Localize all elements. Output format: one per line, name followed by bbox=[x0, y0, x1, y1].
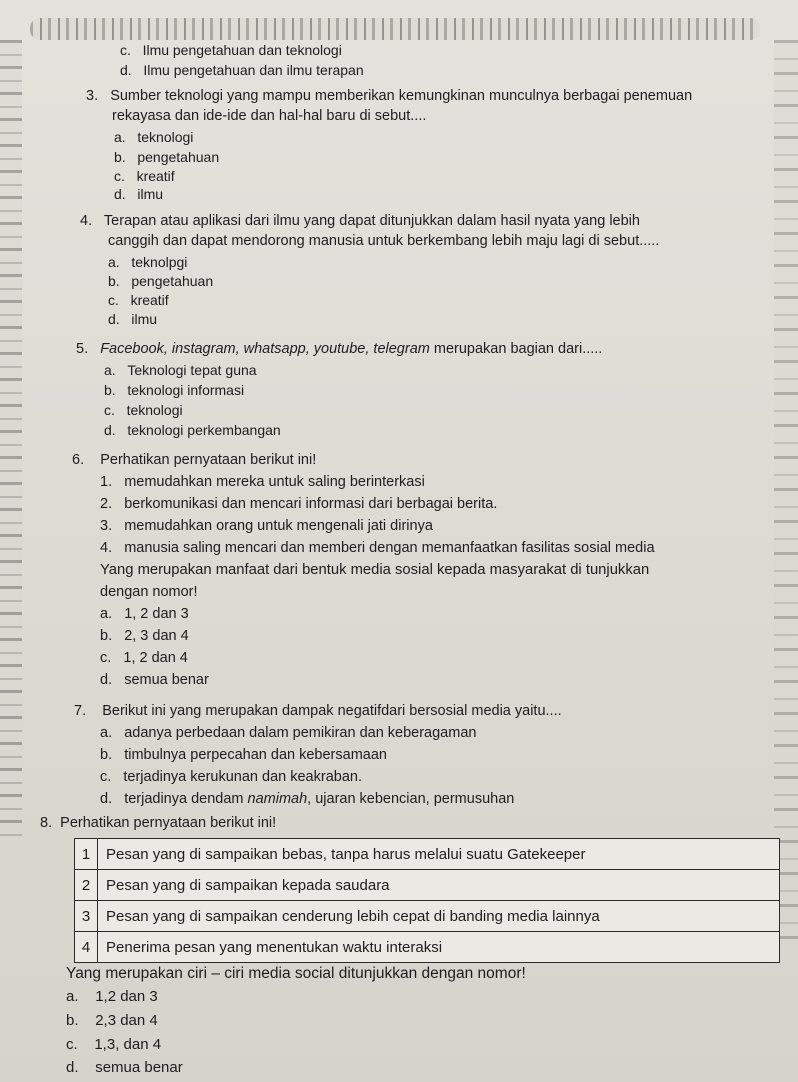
option-text: Ilmu pengetahuan dan ilmu terapan bbox=[143, 62, 364, 78]
option-q6-c bbox=[100, 650, 188, 666]
option-q8-b bbox=[66, 1012, 158, 1029]
option-letter: b. bbox=[100, 628, 113, 644]
table-row bbox=[75, 870, 780, 901]
option-q7-a bbox=[100, 725, 476, 741]
question-6-ask: Yang merupakan manfaat dari bentuk media sosial kepada masyarakat di tunjukkan bbox=[100, 562, 650, 578]
table-cell-number: 2 bbox=[75, 870, 98, 901]
option-letter: d. bbox=[108, 311, 120, 327]
question-text: Sumber teknologi yang mampu memberikan kemungkinan munculnya berbagai penemuan bbox=[110, 88, 693, 104]
option-text: ilmu bbox=[131, 311, 158, 327]
statement-text: memudahkan orang untuk mengenali jati dirinya bbox=[124, 518, 433, 534]
option-text: 1,2 dan 3 bbox=[95, 988, 158, 1005]
option-q7-d bbox=[100, 791, 514, 807]
option-text: 1, 2 dan 4 bbox=[123, 650, 188, 666]
question-8 bbox=[40, 815, 276, 831]
option-text: teknologi perkembangan bbox=[127, 422, 281, 438]
option-q3-a bbox=[114, 129, 193, 145]
option-text: teknologi informasi bbox=[127, 382, 245, 398]
option-q4-b bbox=[108, 273, 213, 289]
option-q6-d bbox=[100, 672, 209, 688]
statement-number: 4. bbox=[100, 540, 113, 556]
statement-text: berkomunikasi dan mencari informasi dari berbagai berita. bbox=[124, 496, 498, 512]
option-text: Teknologi tepat guna bbox=[127, 362, 257, 378]
question-text: Terapan atau aplikasi dari ilmu yang dapat ditunjukkan dalam hasil nyata yang lebih bbox=[103, 213, 640, 229]
option-q2-c bbox=[120, 42, 342, 58]
option-text: semua benar bbox=[124, 672, 209, 688]
option-q6-b bbox=[100, 628, 189, 644]
option-letter: c. bbox=[104, 402, 115, 418]
question-text-italic: Facebook, instagram, whatsapp, youtube, telegram bbox=[100, 341, 430, 357]
option-letter: a. bbox=[100, 725, 113, 741]
table-cell-text: Pesan yang di sampaikan bebas, tanpa harus melalui suatu Gatekeeper bbox=[98, 839, 780, 870]
option-text: semua benar bbox=[95, 1059, 183, 1076]
option-letter: a. bbox=[100, 606, 113, 622]
option-q8-c bbox=[66, 1036, 161, 1053]
question-6-ask-cont: dengan nomor! bbox=[100, 584, 198, 600]
option-letter: b. bbox=[104, 382, 116, 398]
option-q8-d bbox=[66, 1059, 183, 1076]
option-q5-d bbox=[104, 422, 281, 438]
table-row bbox=[75, 932, 780, 963]
statement-3 bbox=[100, 518, 433, 534]
question-8-ask: Yang merupakan ciri – ciri media social ditunjukkan dengan nomor! bbox=[66, 965, 526, 982]
question-6 bbox=[72, 452, 316, 468]
option-text: teknolpgi bbox=[131, 254, 188, 270]
option-text: 2, 3 dan 4 bbox=[124, 628, 189, 644]
question-number: 5. bbox=[76, 341, 89, 357]
option-letter: d. bbox=[100, 672, 113, 688]
option-q4-a bbox=[108, 254, 187, 270]
option-letter: c. bbox=[108, 292, 119, 308]
option-text-italic: namimah bbox=[247, 791, 308, 807]
question-number: 7. bbox=[74, 703, 87, 719]
option-letter: d. bbox=[104, 422, 116, 438]
table-cell-number: 1 bbox=[75, 839, 98, 870]
option-text: kreatif bbox=[136, 168, 175, 184]
statement-number: 3. bbox=[100, 518, 113, 534]
question-3-cont: rekayasa dan ide-ide dan hal-hal baru di sebut.... bbox=[112, 108, 427, 124]
option-q4-c bbox=[108, 292, 169, 308]
question-3 bbox=[86, 88, 692, 104]
table-cell-number: 3 bbox=[75, 901, 98, 932]
option-letter: c. bbox=[100, 769, 112, 785]
table-row bbox=[75, 839, 780, 870]
option-q3-b bbox=[114, 149, 219, 165]
question-number: 8. bbox=[40, 815, 53, 831]
option-q8-a bbox=[66, 988, 158, 1005]
table-row bbox=[75, 901, 780, 932]
statement-text: manusia saling mencari dan memberi dengan memanfaatkan fasilitas sosial media bbox=[124, 540, 655, 556]
option-text: pengetahuan bbox=[131, 273, 214, 289]
statements-table bbox=[74, 838, 780, 963]
option-q2-d bbox=[120, 62, 364, 78]
option-text: 2,3 dan 4 bbox=[95, 1012, 158, 1029]
option-text: 1,3, dan 4 bbox=[94, 1036, 162, 1053]
option-text: terjadinya dendam bbox=[124, 791, 248, 807]
question-text: Berikut ini yang merupakan dampak negatifdari bersosial media yaitu.... bbox=[102, 703, 562, 719]
option-letter: c. bbox=[120, 42, 131, 58]
option-letter: c. bbox=[100, 650, 112, 666]
option-letter: c. bbox=[66, 1036, 78, 1053]
option-q5-a bbox=[104, 362, 257, 378]
option-text: pengetahuan bbox=[137, 149, 220, 165]
option-q3-c bbox=[114, 168, 175, 184]
option-q5-b bbox=[104, 382, 244, 398]
question-text: Perhatikan pernyataan berikut ini! bbox=[60, 815, 277, 831]
option-text: Ilmu pengetahuan dan teknologi bbox=[142, 42, 342, 58]
question-text: merupakan bagian dari..... bbox=[429, 341, 603, 357]
statement-1 bbox=[100, 474, 425, 490]
statement-2 bbox=[100, 496, 497, 512]
option-text: kreatif bbox=[130, 292, 169, 308]
question-text: Perhatikan pernyataan berikut ini! bbox=[100, 452, 317, 468]
option-letter: d. bbox=[120, 62, 132, 78]
statement-number: 2. bbox=[100, 496, 113, 512]
table-cell-text: Pesan yang di sampaikan kepada saudara bbox=[98, 870, 780, 901]
option-letter: b. bbox=[100, 747, 113, 763]
option-q5-c bbox=[104, 402, 183, 418]
option-text: 1, 2 dan 3 bbox=[124, 606, 189, 622]
option-q3-d bbox=[114, 186, 163, 202]
question-number: 3. bbox=[86, 88, 99, 104]
option-letter: b. bbox=[114, 149, 126, 165]
option-letter: a. bbox=[104, 362, 116, 378]
question-5 bbox=[76, 341, 602, 357]
question-7 bbox=[74, 703, 562, 719]
option-q4-d bbox=[108, 311, 157, 327]
option-text: timbulnya perpecahan dan kebersamaan bbox=[124, 747, 387, 763]
table-cell-number: 4 bbox=[75, 932, 98, 963]
option-text: teknologi bbox=[126, 402, 183, 418]
option-letter: a. bbox=[108, 254, 120, 270]
question-number: 4. bbox=[80, 213, 93, 229]
statement-text: memudahkan mereka untuk saling berinterkasi bbox=[124, 474, 425, 490]
option-text: , ujaran kebencian, permusuhan bbox=[307, 791, 515, 807]
table-cell-text: Penerima pesan yang menentukan waktu interaksi bbox=[98, 932, 780, 963]
option-letter: b. bbox=[108, 273, 120, 289]
statement-number: 1. bbox=[100, 474, 113, 490]
question-4 bbox=[80, 213, 640, 229]
option-text: teknologi bbox=[137, 129, 194, 145]
table-cell-text: Pesan yang di sampaikan cenderung lebih cepat di banding media lainnya bbox=[98, 901, 780, 932]
option-letter: d. bbox=[114, 186, 126, 202]
option-letter: d. bbox=[66, 1059, 79, 1076]
option-text: terjadinya kerukunan dan keakraban. bbox=[123, 769, 362, 785]
option-q7-c bbox=[100, 769, 362, 785]
statement-4 bbox=[100, 540, 655, 556]
option-text: adanya perbedaan dalam pemikiran dan keberagaman bbox=[124, 725, 477, 741]
option-letter: a. bbox=[114, 129, 126, 145]
option-letter: c. bbox=[114, 168, 125, 184]
option-q7-b bbox=[100, 747, 387, 763]
option-text: ilmu bbox=[137, 186, 164, 202]
question-number: 6. bbox=[72, 452, 85, 468]
option-letter: d. bbox=[100, 791, 113, 807]
option-q6-a bbox=[100, 606, 189, 622]
question-4-cont: canggih dan dapat mendorong manusia untuk berkembang lebih maju lagi di sebut..... bbox=[108, 233, 660, 249]
option-letter: b. bbox=[66, 1012, 79, 1029]
option-letter: a. bbox=[66, 988, 79, 1005]
